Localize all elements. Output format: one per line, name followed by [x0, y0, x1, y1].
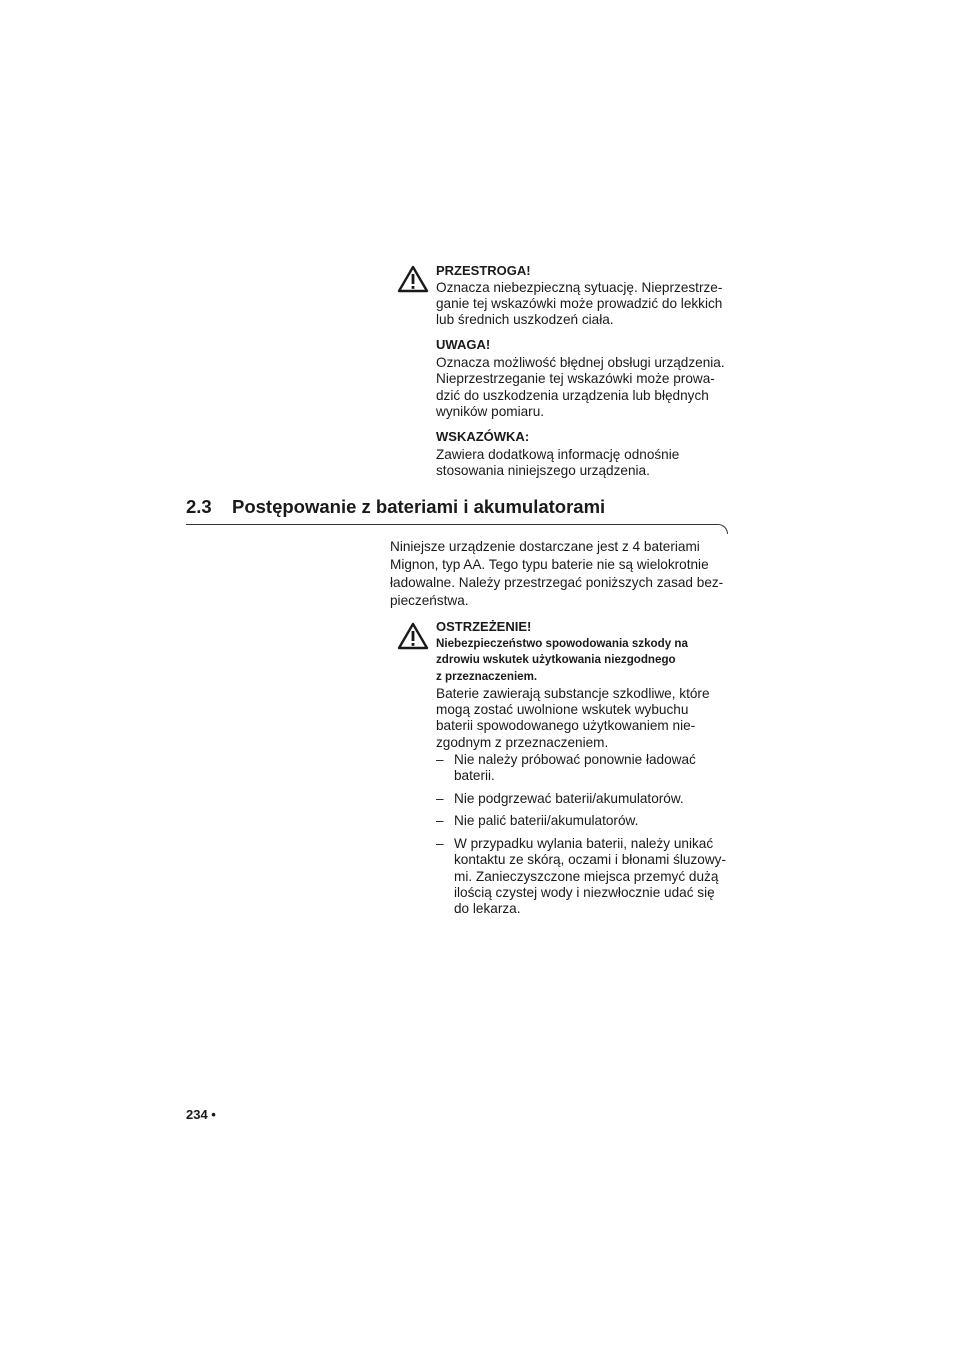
text-line: wyników pomiaru.	[436, 403, 545, 419]
notice-title: PRZESTROGA!	[436, 263, 531, 278]
list-item-text	[454, 836, 726, 917]
notice-wskazowka	[436, 429, 746, 480]
text-line: mogą zostać uwolnione wskutek wybuchu	[436, 702, 689, 718]
list-item-text	[454, 791, 684, 807]
notice-text	[436, 280, 746, 329]
text-line: baterii spowodowanego użytkowaniem nie-	[436, 718, 696, 734]
text-line: dzić do uszkodzenia urządzenia lub błędnych	[436, 387, 709, 403]
section-number: 2.3	[186, 496, 212, 517]
text-line: zgodnym z przeznaczeniem.	[436, 734, 609, 750]
section-title: Postępowanie z bateriami i akumulatorami	[232, 496, 606, 517]
section-intro	[390, 538, 740, 610]
text-line: pieczeństwa.	[390, 593, 469, 608]
text-line: zdrowiu wskutek użytkowania niezgodnego	[436, 653, 676, 667]
text-line: Nie należy próbować ponownie ładować	[454, 752, 696, 767]
text-line: W przypadku wylania baterii, należy unikać	[454, 836, 714, 851]
notice-text	[436, 355, 746, 420]
bullet-dash: –	[436, 836, 444, 851]
section-heading	[186, 495, 605, 519]
notice-uwaga	[436, 337, 746, 420]
text-line: do lekarza.	[454, 901, 521, 917]
notice-title: UWAGA!	[436, 337, 491, 352]
list-item-text	[454, 813, 638, 829]
warning-triangle-icon	[397, 622, 429, 650]
text-line: Baterie zawierają substancje szkodliwe, które	[436, 685, 710, 701]
notice-text	[436, 447, 746, 480]
intro-text	[390, 538, 740, 610]
list-item-text	[454, 752, 696, 785]
text-line: Oznacza możliwość błędnej obsługi urządzenia.	[436, 355, 725, 370]
notice-title: WSKAZÓWKA:	[436, 429, 530, 444]
page-number: 234 •	[186, 1107, 216, 1122]
text-line: lub średnich uszkodzeń ciała.	[436, 312, 614, 328]
text-line: Mignon, typ AA. Tego typu baterie nie są wielokrotnie	[390, 557, 709, 572]
text-line: ładowalne. Należy przestrzegać poniższych zasad bez-	[390, 575, 724, 590]
text-line: Nie podgrzewać baterii/akumulatorów.	[454, 791, 684, 806]
text-line: Nieprzestrzeganie tej wskazówki może prowa-	[436, 371, 715, 387]
text-line: stosowania niniejszego urządzenia.	[436, 463, 650, 479]
warning-text	[436, 686, 746, 751]
text-line: ganie tej wskazówki może prowadzić do lekkich	[436, 295, 723, 311]
bullet-dash: –	[436, 752, 444, 767]
warning-block	[436, 619, 746, 751]
text-line: Zawiera dodatkową informację odnośnie	[436, 447, 680, 462]
text-line: z przeznaczeniem.	[436, 669, 538, 683]
text-line: Oznacza niebezpieczną sytuację. Nieprzestrze-	[436, 279, 723, 295]
text-line: ilością czystej wody i niezwłocznie udać się	[454, 884, 715, 900]
bullet-dash: –	[436, 791, 444, 806]
warning-triangle-icon	[397, 265, 429, 293]
notice-przestroga	[436, 263, 746, 328]
text-line: baterii.	[454, 768, 495, 784]
bullet-dash: –	[436, 813, 444, 828]
warning-title: OSTRZEŻENIE!	[436, 619, 532, 634]
text-line: Nie palić baterii/akumulatorów.	[454, 813, 639, 828]
warning-bold-text	[436, 636, 746, 685]
section-divider-corner	[716, 524, 728, 534]
text-line: mi. Zanieczyszczone miejsca przemyć dużą	[454, 868, 719, 884]
text-line: Niniejsze urządzenie dostarczane jest z 4 bateriami	[390, 539, 700, 554]
text-line: kontaktu ze skórą, oczami i błonami śluzowy-	[454, 852, 726, 868]
text-line: Niebezpieczeństwo spowodowania szkody na	[436, 637, 688, 650]
section-divider	[186, 524, 716, 525]
